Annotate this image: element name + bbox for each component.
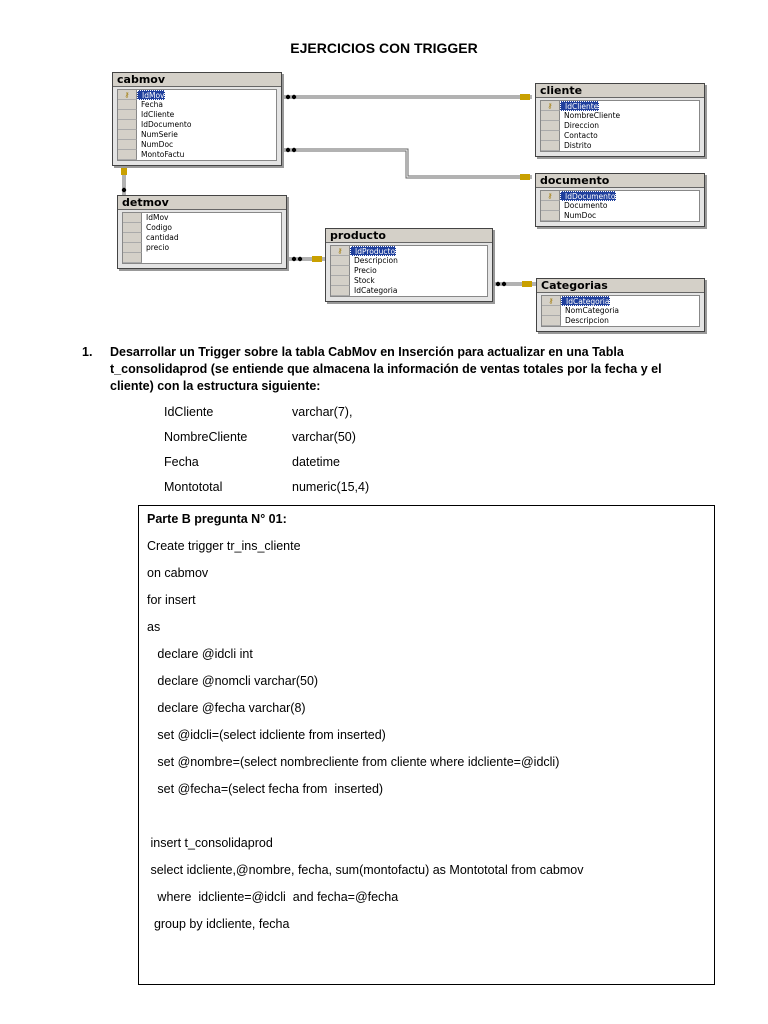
field-row: ⚷ IdCategoria bbox=[542, 296, 699, 306]
code-line: insert t_consolidaprod bbox=[147, 836, 273, 850]
key-icon: ⚷ bbox=[542, 296, 561, 306]
code-line: set @nombre=(select nombrecliente from cliente where idcliente=@idcli) bbox=[147, 755, 560, 769]
table-documento-title: documento bbox=[536, 174, 704, 188]
spec-field: Montototal bbox=[164, 480, 223, 494]
page-title: EJERCICIOS CON TRIGGER bbox=[290, 40, 478, 56]
answer-box bbox=[138, 505, 715, 985]
table-cabmov-title: cabmov bbox=[113, 73, 281, 87]
table-producto-title: producto bbox=[326, 229, 492, 243]
key-icon: ⚷ bbox=[541, 191, 560, 201]
field-row: MontoFactu bbox=[118, 150, 276, 160]
spec-field: IdCliente bbox=[164, 405, 214, 419]
spec-type: datetime bbox=[292, 455, 340, 469]
field-row: Direccion bbox=[541, 121, 699, 131]
field-row: Descripcion bbox=[542, 316, 699, 326]
field-row: ⚷ IdDocumento bbox=[541, 191, 699, 201]
code-line: group by idcliente, fecha bbox=[147, 917, 290, 931]
table-producto bbox=[325, 228, 493, 302]
field-row: Descripcion bbox=[331, 256, 487, 266]
table-documento bbox=[535, 173, 705, 227]
field-row: NumDoc bbox=[541, 211, 699, 221]
field-row: Precio bbox=[331, 266, 487, 276]
code-line: as bbox=[147, 620, 161, 634]
field-row: Contacto bbox=[541, 131, 699, 141]
field-row: IdMov bbox=[123, 213, 281, 223]
table-categorias-fields bbox=[541, 295, 700, 327]
question-number: 1. bbox=[82, 345, 93, 359]
field-row: precio bbox=[123, 243, 281, 253]
code-line: declare @nomcli varchar(50) bbox=[147, 674, 319, 688]
code-line: declare @fecha varchar(8) bbox=[147, 701, 306, 715]
field-row: Distrito bbox=[541, 141, 699, 151]
table-categorias-title: Categorias bbox=[537, 279, 704, 293]
field-row: Documento bbox=[541, 201, 699, 211]
spec-type: numeric(15,4) bbox=[292, 480, 370, 494]
field-row: IdDocumento bbox=[118, 120, 276, 130]
table-detmov-fields bbox=[122, 212, 282, 264]
field-row: ⚷ IdProducto bbox=[331, 246, 487, 256]
table-cliente-fields bbox=[540, 100, 700, 152]
key-icon: ⚷ bbox=[541, 101, 560, 111]
field-row: NumSerie bbox=[118, 130, 276, 140]
table-cliente-title: cliente bbox=[536, 84, 704, 98]
key-icon: ⚷ bbox=[118, 90, 137, 100]
answer-heading: Parte B pregunta N° 01: bbox=[147, 512, 287, 526]
field-row: NomCategoria bbox=[542, 306, 699, 316]
field-row: cantidad bbox=[123, 233, 281, 243]
table-cabmov-fields bbox=[117, 89, 277, 161]
spec-field: NombreCliente bbox=[164, 430, 248, 444]
table-cabmov bbox=[112, 72, 282, 166]
field-row: NombreCliente bbox=[541, 111, 699, 121]
field-row bbox=[123, 253, 281, 263]
code-line: set @fecha=(select fecha from inserted) bbox=[147, 782, 384, 796]
table-cliente bbox=[535, 83, 705, 157]
code-line: for insert bbox=[147, 593, 196, 607]
code-line: on cabmov bbox=[147, 566, 209, 580]
table-detmov-title: detmov bbox=[118, 196, 286, 210]
spec-field: Fecha bbox=[164, 455, 199, 469]
table-documento-fields bbox=[540, 190, 700, 222]
field-row: Stock bbox=[331, 276, 487, 286]
code-line: where idcliente=@idcli and fecha=@fecha bbox=[147, 890, 399, 904]
question-text: Desarrollar un Trigger sobre la tabla CabMov en Inserción para actualizar en una Tabla t_consolidaprod (se entiende que almacena la información de ventas totales por la fecha y el cliente) con la estructura siguiente: bbox=[110, 345, 662, 393]
spec-type: varchar(50) bbox=[292, 430, 356, 444]
field-row: Fecha bbox=[118, 100, 276, 110]
table-categorias bbox=[536, 278, 705, 332]
key-icon: ⚷ bbox=[331, 246, 350, 256]
field-row: ⚷ IdCliente bbox=[541, 101, 699, 111]
table-detmov bbox=[117, 195, 287, 269]
field-row: IdCliente bbox=[118, 110, 276, 120]
spec-type: varchar(7), bbox=[292, 405, 353, 419]
field-row: ⚷ IdMov bbox=[118, 90, 276, 100]
field-row: IdCategoria bbox=[331, 286, 487, 296]
field-row: Codigo bbox=[123, 223, 281, 233]
code-line: Create trigger tr_ins_cliente bbox=[147, 539, 301, 553]
code-line: set @idcli=(select idcliente from inserted) bbox=[147, 728, 386, 742]
code-line: select idcliente,@nombre, fecha, sum(montofactu) as Montototal from cabmov bbox=[147, 863, 584, 877]
code-line: declare @idcli int bbox=[147, 647, 253, 661]
field-row: NumDoc bbox=[118, 140, 276, 150]
table-producto-fields bbox=[330, 245, 488, 297]
